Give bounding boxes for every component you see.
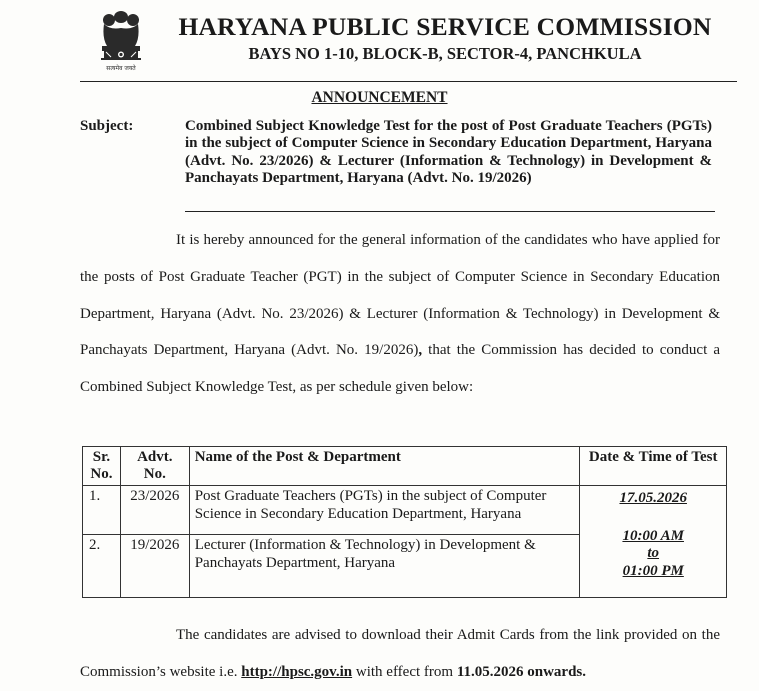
test-date: 17.05.2026 [619,490,687,506]
test-time-end: 01:00 PM [622,562,684,579]
row-sr-no: 1. [83,486,121,535]
table-row [83,486,727,535]
organization-name: HARYANA PUBLIC SERVICE COMMISSION [178,12,712,41]
admit-card-notice: The candidates are advised to download their Admit Cards from the link provided on the Commission’s website i.e. http://hpsc.gov.in with effect from 11.05.2026 onwards. [80,627,720,680]
emblem-motto: सत्यमेव जयते [106,65,136,72]
announcement-heading: ANNOUNCEMENT [311,89,448,106]
header-date-time: Date & Time of Test [580,447,727,486]
lion-capital-icon [92,8,150,74]
announcement-body: It is hereby announced for the general information of the candidates who have applied for the posts of Post Graduate Teacher (PGT) in the subject of Computer Science in Secondary Education Department, Haryana (Advt. No. 23/2026) & Lecturer (Information & Technology) in Development & Panchayats Department, Haryana (Advt. No. 19/2026), that the Commission has decided to conduct a Combined Subject Knowledge Test, as per schedule given below: [80,232,720,396]
row-post: Lecturer (Information & Technology) in Development & Panchayats Department, Haryana [189,535,580,598]
website-link[interactable]: http://hpsc.gov.in [241,663,353,680]
test-time-start: 10:00 AM [622,527,684,544]
organization-address: BAYS NO 1-10, BLOCK-B, SECTOR-4, PANCHKULA [248,44,642,63]
row-advt-no: 23/2026 [120,486,189,535]
row-advt-no: 19/2026 [120,535,189,598]
header-post: Name of the Post & Department [189,447,580,486]
schedule-table [82,446,727,598]
subject-text: Combined Subject Knowledge Test for the post of Post Graduate Teachers (PGTs) in the subject of Computer Science in Secondary Education Department, Haryana (Advt. No. 23/2026) & Lecturer (Information & Technology) in Development & Panchayats Department, Haryana (Advt. No. 19/2026) [185,118,712,187]
subject-divider [185,211,715,212]
test-time-to: to [647,545,660,561]
header-sr-no: Sr. No. [83,447,121,486]
effective-date: 11.05.2026 onwards. [456,663,586,680]
header-advt-no: Advt. No. [120,447,189,486]
state-emblem [92,8,150,74]
row-sr-no: 2. [83,535,121,598]
subject-label: Subject: [80,118,134,134]
row-post: Post Graduate Teachers (PGTs) in the subject of Computer Science in Secondary Education Department, Haryana [189,486,580,535]
header-divider [80,81,737,82]
table-header-row [83,447,727,486]
date-time-cell [580,486,727,598]
